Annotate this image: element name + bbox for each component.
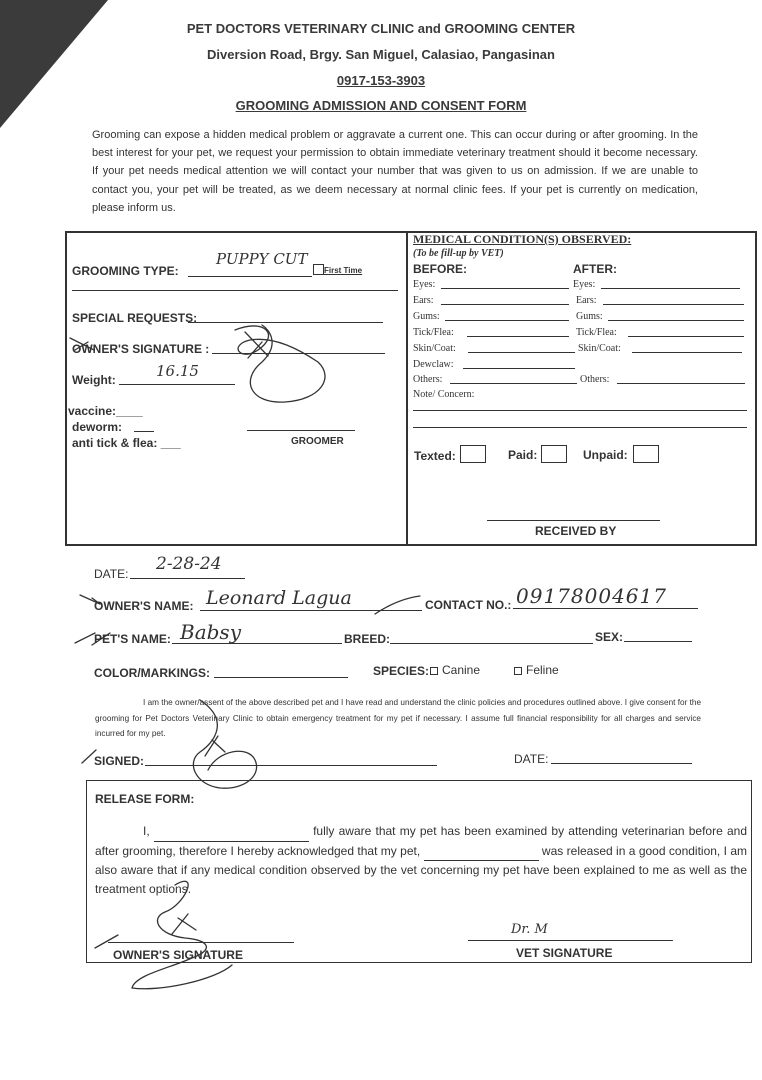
before-others-label: Others: [413,374,443,385]
after-others-label: Others: [580,374,610,385]
sex-label: SEX: [595,630,624,644]
consent-date-label: DATE: [514,752,549,766]
pet-name-label: PET'S NAME: [94,632,171,646]
first-time-label: First Time [324,266,363,275]
paid-label: Paid: [508,448,538,462]
after-gums-label: Gums: [576,311,603,322]
clinic-name: PET DOCTORS VETERINARY CLINIC and GROOMING CENTER [186,21,576,36]
species-label: SPECIES: [373,664,430,678]
special-requests-label: SPECIAL REQUESTS: [72,311,198,325]
unpaid-label: Unpaid: [583,448,628,462]
note-concern-label: Note/ Concern: [413,389,475,400]
release-title: RELEASE FORM: [95,792,195,806]
texted-label: Texted: [414,449,456,463]
contact-label: CONTACT NO.: [425,598,512,612]
clinic-phone: 0917-153-3903 [336,73,426,88]
received-by-label: RECEIVED BY [535,524,617,538]
weight-value[interactable]: 16.15 [156,362,199,380]
before-tickflea-label: Tick/Flea: [413,327,454,338]
clinic-address: Diversion Road, Brgy. San Miguel, Calasiao, Pangasinan [207,47,555,62]
medical-subtitle: (To be fill-up by VET) [413,248,504,259]
signed-label: SIGNED: [94,754,145,768]
before-label: BEFORE: [413,262,467,276]
before-eyes-label: Eyes: [413,279,436,290]
deworm-label: deworm: [72,420,123,434]
owner-signature-label: OWNER'S SIGNATURE : [72,342,210,356]
release-text-b: fully aware that my pet has been examined by attending veterinarian before and after grooming, therefore I hereby acknowledged that my pet, [95,824,747,858]
before-dewclaw-label: Dewclaw: [413,359,454,370]
weight-label: Weight: [72,373,116,387]
medical-title: MEDICAL CONDITION(S) OBSERVED: [413,232,632,246]
after-ears-label: Ears: [576,295,597,306]
groomer-label: GROOMER [291,436,344,447]
release-owner-signature-label: OWNER'S SIGNATURE [113,948,243,962]
vaccine-field[interactable]: vaccine:____ [68,404,143,418]
grooming-type-value[interactable]: PUPPY CUT [216,250,308,268]
feline-label: Feline [526,663,559,677]
date-label: DATE: [94,567,129,581]
release-text-a: I, [143,824,154,838]
after-label: AFTER: [573,262,617,276]
canine-label: Canine [442,663,481,677]
vet-initials: Dr. M [511,922,548,937]
before-gums-label: Gums: [413,311,440,322]
date-value[interactable]: 2-28-24 [156,554,222,574]
form-title: GROOMING ADMISSION AND CONSENT FORM [235,98,527,113]
breed-label: BREED: [344,632,391,646]
color-markings-label: COLOR/MARKINGS: [94,666,210,680]
pet-name-value[interactable]: Babsy [180,620,241,644]
after-eyes-label: Eyes: [573,279,596,290]
contact-value[interactable]: 09178004617 [516,584,667,608]
before-ears-label: Ears: [413,295,434,306]
after-skincoat-label: Skin/Coat: [578,343,621,354]
owner-name-label: OWNER'S NAME: [94,599,194,613]
consent-paragraph: I am the owner/assent of the above described pet and I have read and understand the clinic policies and procedures outlined above. I give consent for the grooming for Pet Doctors Veterinary Clinic to obtain emergency treatment for my pet if necessary. I assume full financial responsibility for all charges and service incurred for my pet. [95,698,701,738]
owner-name-value[interactable]: Leonard Lagua [206,587,352,609]
antitick-field[interactable]: anti tick & flea: ___ [72,436,181,450]
after-tickflea-label: Tick/Flea: [576,327,617,338]
grooming-type-label: GROOMING TYPE: [72,264,179,278]
vet-signature-label: VET SIGNATURE [516,946,613,960]
intro-paragraph: Grooming can expose a hidden medical problem or aggravate a current one. This can occur during or after grooming. In the best interest for your pet, we request your permission to obtain immediate veterinary treatment should it become necessary. If your pet needs medical attention we will contact your number that was given to us on admission. If we are unable to contact you, your pet will be treated, as we deem necessary at normal clinic fees. If your pet is currently on medication, please inform us. [92,129,698,214]
release-text-c: was released in a good condition, I am also aware that if any medical condition observed by the vet concerning my pet have been explained to me as well as the treatment options. [95,843,748,896]
before-skincoat-label: Skin/Coat: [413,343,456,354]
